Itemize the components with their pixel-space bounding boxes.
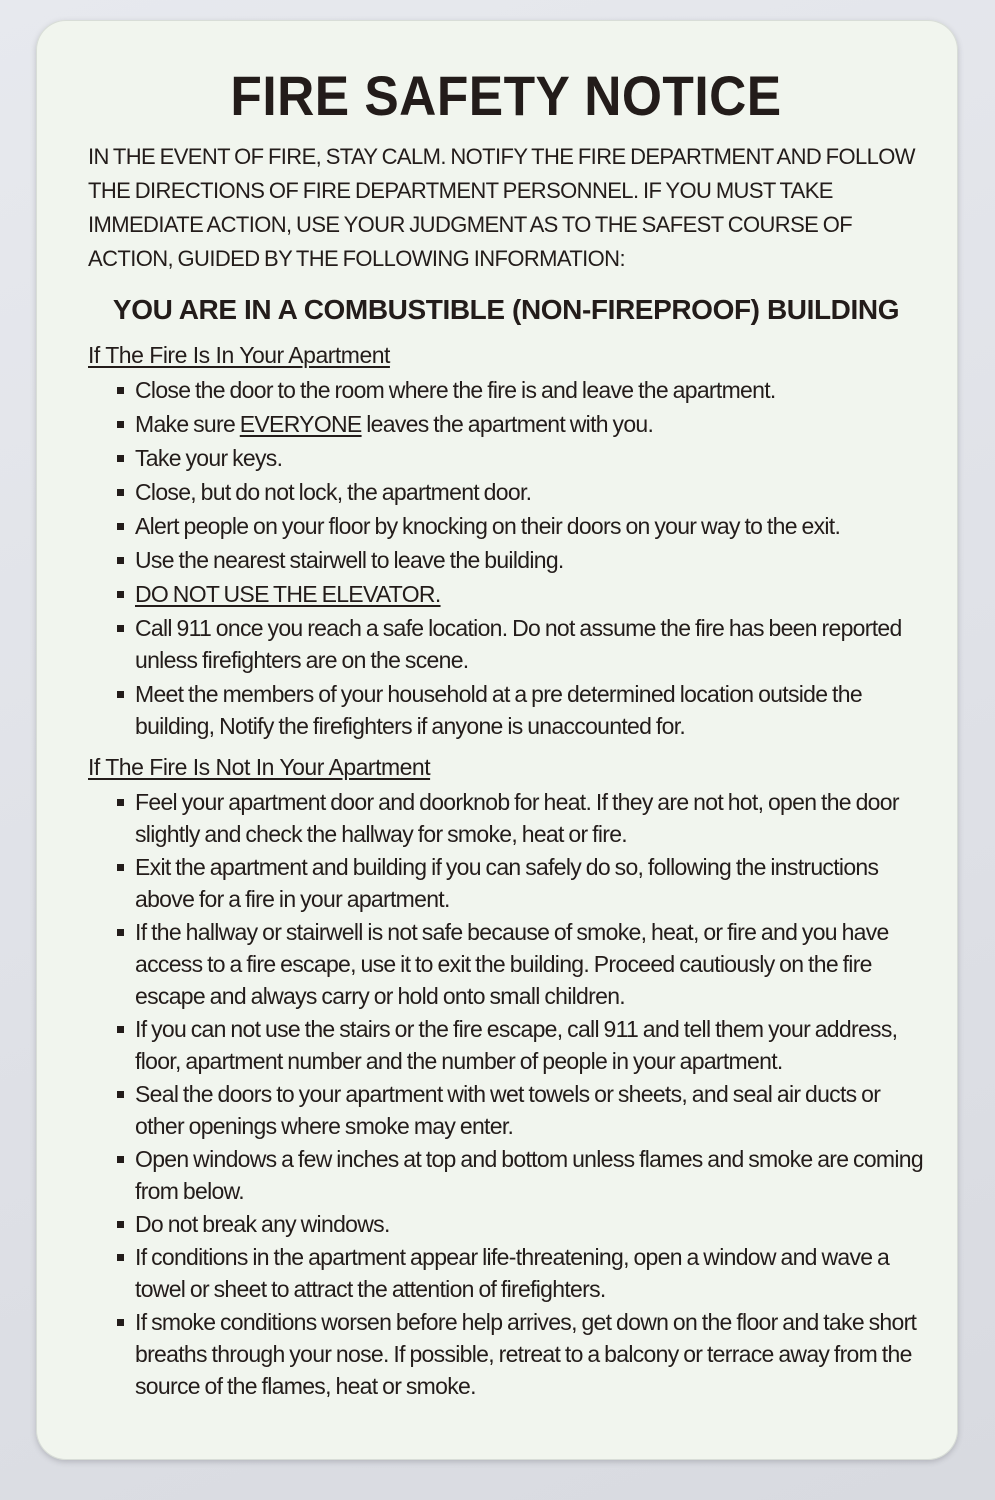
list-item: Exit the apartment and building if you can safely do so, following the instructions above for a fire in your apartment. [116,851,924,915]
list-item: Feel your apartment door and doorknob for heat. If they are not hot, open the door slightly and check the hallway for smoke, heat or fire. [116,786,924,850]
elevator-warning: DO NOT USE THE ELEVATOR. [135,581,441,607]
list-item: If the hallway or stairwell is not safe because of smoke, heat, or fire and you have access to a fire escape, use it to exit the building. Proceed cautiously on the fire escape and always carry or hold onto small children. [116,916,924,1012]
list-item-text: Make sure [135,411,240,437]
building-type-heading: YOU ARE IN A COMBUSTIBLE (NON-FIREPROOF) BUILDING [112,294,900,325]
list-item: Open windows a few inches at top and bottom unless flames and smoke are coming from below. [116,1143,924,1207]
section-fire-in-apartment [88,340,924,742]
list-item: If conditions in the apartment appear life-threatening, open a window and wave a towel or sheet to attract the attention of firefighters. [116,1241,924,1305]
instructions-list-fire-in-apartment [88,374,924,742]
notice-title: FIRE SAFETY NOTICE [230,64,782,127]
list-item-text: leaves the apartment with you. [361,411,654,437]
list-item: If smoke conditions worsen before help arrives, get down on the floor and take short breaths through your nose. If possible, retreat to a balcony or terrace away from the source of the flames, heat or smoke. [116,1306,924,1402]
list-item [116,578,924,610]
list-item: Close the door to the room where the fire is and leave the apartment. [116,374,924,406]
list-item: Do not break any windows. [116,1208,924,1240]
section-heading-fire-in-apartment: If The Fire Is In Your Apartment [88,342,390,368]
list-item: If you can not use the stairs or the fire escape, call 911 and tell them your address, floor, apartment number and the number of people in your apartment. [116,1013,924,1077]
list-item: Alert people on your floor by knocking on their doors on your way to the exit. [116,510,924,542]
list-item [116,408,924,440]
list-item: Meet the members of your household at a pre determined location outside the building, Notify the firefighters if anyone is unaccounted for. [116,678,924,742]
instructions-list-fire-not-in-apartment [88,786,924,1402]
section-heading-fire-not-in-apartment: If The Fire Is Not In Your Apartment [88,754,431,780]
section-fire-not-in-apartment [88,752,924,1402]
list-item: Close, but do not lock, the apartment door. [116,476,924,508]
list-item: Call 911 once you reach a safe location. Do not assume the fire has been reported unless firefighters are on the scene. [116,612,924,676]
emphasis-everyone: EVERYONE [239,411,362,437]
list-item: Seal the doors to your apartment with wet towels or sheets, and seal air ducts or other openings where smoke may enter. [116,1078,924,1142]
list-item: Take your keys. [116,442,924,474]
fire-safety-notice-sign [36,20,958,1460]
list-item: Use the nearest stairwell to leave the building. [116,544,924,576]
notice-intro: IN THE EVENT OF FIRE, STAY CALM. NOTIFY THE FIRE DEPARTMENT AND FOLLOW THE DIRECTIONS OF FIRE DEPARTMENT PERSONNEL. IF YOU MUST TAKE IMMEDIATE ACTION, USE YOUR JUDGMENT AS TO THE SAFEST COURSE OF ACTION, GUIDED BY THE FOLLOWING INFORMATION: [88,144,915,271]
